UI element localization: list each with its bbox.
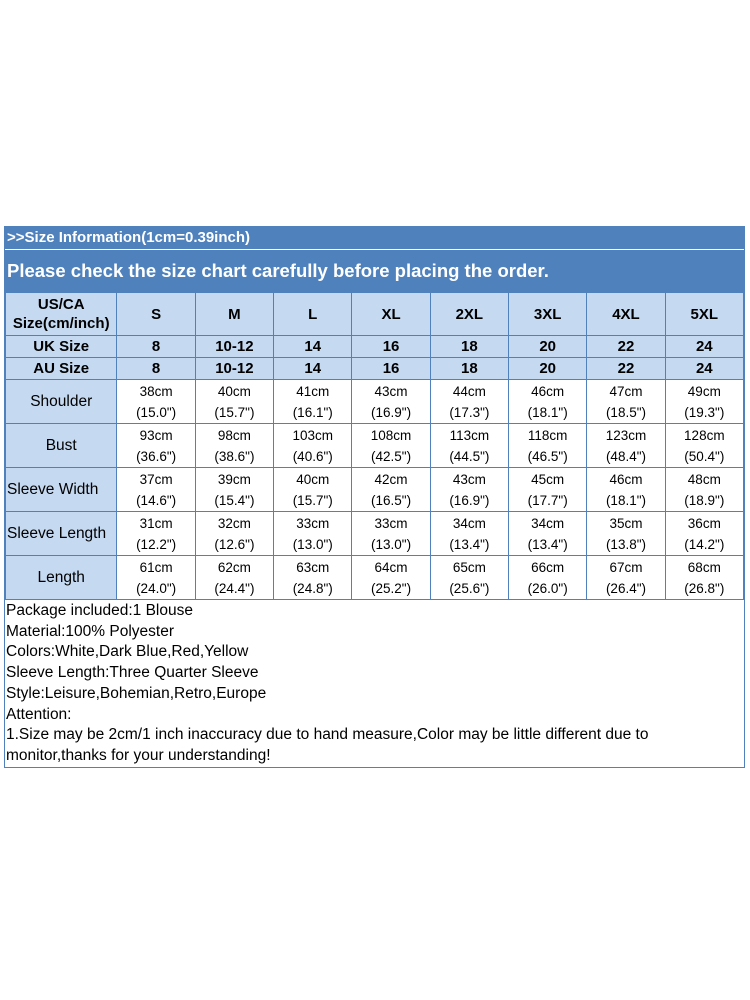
measurement-row [6,424,744,468]
au-size-cell: 14 [274,358,352,380]
inch-value: (24.4") [214,580,255,596]
measurement-label: Bust [6,424,117,468]
size-cell: M [195,293,273,336]
note-line: Style:Leisure,Bohemian,Retro,Europe [6,684,267,702]
cm-value: 47cm [609,383,643,399]
cm-value: 46cm [609,471,643,487]
uk-size-cell: 10-12 [195,336,273,358]
au-size-cell: 22 [587,358,665,380]
inch-value: (46.5") [527,448,568,464]
note-line: 1.Size may be 2cm/1 inch inaccuracy due to hand measure,Color may be little different due to monitor,thanks for your understanding! [6,726,649,764]
uk-size-cell: 16 [352,336,430,358]
measurement-row [6,556,744,600]
note-line: Colors:White,Dark Blue,Red,Yellow [6,643,249,661]
inch-value: (15.7") [214,404,255,420]
cm-value: 128cm [684,427,725,443]
size-cell: 3XL [509,293,587,336]
uk-size-cell: 22 [587,336,665,358]
measurement-cell [195,380,273,424]
cm-value: 118cm [527,427,568,443]
inch-value: (42.5") [371,448,412,464]
cm-value: 64cm [374,559,408,575]
inch-value: (14.2") [684,536,725,552]
cm-value: 66cm [531,559,565,575]
measurement-cell [509,424,587,468]
cm-value: 40cm [217,383,251,399]
measurement-label: Sleeve Width [6,468,117,512]
measurement-cell [117,424,195,468]
uk-size-cell: 24 [665,336,743,358]
inch-value: (12.2") [136,536,177,552]
cm-value: 34cm [452,515,486,531]
note-line: Package included:1 Blouse [6,602,193,619]
measurement-cell [509,556,587,600]
measurement-cell [509,468,587,512]
cm-value: 108cm [370,427,412,443]
measurement-cell [430,424,508,468]
inch-value: (50.4") [684,448,725,464]
inch-value: (16.9") [371,404,412,420]
inch-value: (12.6") [214,536,255,552]
cm-value: 49cm [687,383,721,399]
measurement-cell [509,512,587,556]
inch-value: (18.1") [605,492,646,508]
measurement-cell [587,380,665,424]
measurement-cell [117,468,195,512]
size-cell: 4XL [587,293,665,336]
au-size-cell: 8 [117,358,195,380]
measurement-cell [665,424,743,468]
size-cell: 5XL [665,293,743,336]
inch-value: (13.0") [371,536,412,552]
measurement-label: Sleeve Length [6,512,117,556]
measurement-cell [274,380,352,424]
uk-size-cell: 20 [509,336,587,358]
us-size-label [6,293,117,336]
measurement-rows [6,380,744,600]
cm-value: 35cm [609,515,643,531]
cm-value: 31cm [139,515,173,531]
cm-value: 61cm [139,559,173,575]
inch-value: (17.7") [527,492,568,508]
us-size-label-line2: Size(cm/inch) [12,315,110,332]
cm-value: 44cm [452,383,486,399]
inch-value: (13.8") [605,536,646,552]
inch-value: (26.4") [605,580,646,596]
measurement-cell [195,512,273,556]
cm-value: 43cm [452,471,486,487]
cm-value: 48cm [687,471,721,487]
measurement-cell [274,556,352,600]
measurement-cell [665,512,743,556]
cm-value: 42cm [374,471,408,487]
cm-value: 43cm [374,383,408,399]
size-info-header: >>Size Information(1cm=0.39inch) [5,227,744,250]
inch-value: (16.9") [449,492,490,508]
note-line: Attention: [6,705,72,723]
au-size-cell: 10-12 [195,358,273,380]
cm-value: 41cm [296,383,330,399]
measurement-cell [509,380,587,424]
cm-value: 65cm [452,559,486,575]
cm-value: 33cm [296,515,330,531]
cm-value: 45cm [531,471,565,487]
inch-value: (25.6") [449,580,490,596]
measurement-row [6,468,744,512]
measurement-cell [665,556,743,600]
inch-value: (25.2") [371,580,412,596]
measurement-cell [430,468,508,512]
measurement-cell [352,424,430,468]
inch-value: (15.0") [136,404,177,420]
inch-value: (16.1") [292,404,333,420]
inch-value: (26.8") [684,580,725,596]
inch-value: (13.4") [449,536,490,552]
measurement-cell [587,556,665,600]
measurement-cell [587,424,665,468]
inch-value: (14.6") [136,492,177,508]
us-size-row [6,293,744,336]
measurement-cell [587,512,665,556]
inch-value: (18.5") [605,404,646,420]
inch-value: (19.3") [684,404,725,420]
measurement-cell [117,556,195,600]
measurement-cell [665,468,743,512]
inch-value: (24.8") [292,580,333,596]
cm-value: 38cm [139,383,173,399]
cm-value: 32cm [217,515,251,531]
cm-value: 40cm [296,471,330,487]
measurement-cell [352,556,430,600]
measurement-row [6,380,744,424]
measurement-cell [665,380,743,424]
measurement-cell [587,468,665,512]
cm-value: 36cm [687,515,721,531]
cm-value: 93cm [139,427,173,443]
measurement-cell [195,468,273,512]
measurement-cell [352,468,430,512]
us-size-label-line1: US/CA [37,296,85,313]
size-check-notice: Please check the size chart carefully before placing the order. [5,250,744,292]
inch-value: (36.6") [136,448,177,464]
uk-size-cell: 14 [274,336,352,358]
measurement-cell [195,556,273,600]
measurement-label: Length [6,556,117,600]
au-size-cell: 18 [430,358,508,380]
au-size-cell: 16 [352,358,430,380]
inch-value: (15.7") [292,492,333,508]
measurement-cell [274,424,352,468]
measurement-cell [352,380,430,424]
size-cell: S [117,293,195,336]
au-size-row [6,358,744,380]
measurement-cell [195,424,273,468]
uk-size-cell: 18 [430,336,508,358]
size-cell: L [274,293,352,336]
uk-size-label: UK Size [6,336,117,358]
cm-value: 39cm [217,471,251,487]
cm-value: 37cm [139,471,173,487]
size-chart [4,226,745,768]
measurement-cell [274,468,352,512]
cm-value: 67cm [609,559,643,575]
size-cell: XL [352,293,430,336]
inch-value: (24.0") [136,580,177,596]
cm-value: 123cm [605,427,647,443]
measurement-cell [117,380,195,424]
cm-value: 46cm [531,383,565,399]
inch-value: (48.4") [605,448,646,464]
inch-value: (40.6") [292,448,333,464]
inch-value: (38.6") [214,448,255,464]
measurement-cell [430,380,508,424]
measurement-label: Shoulder [6,380,117,424]
cm-value: 68cm [687,559,721,575]
inch-value: (18.9") [684,492,725,508]
cm-value: 34cm [531,515,565,531]
inch-value: (15.4") [214,492,255,508]
inch-value: (26.0") [527,580,568,596]
note-line: Material:100% Polyester [6,622,174,640]
inch-value: (13.4") [527,536,568,552]
au-size-cell: 20 [509,358,587,380]
size-table [5,292,744,600]
cm-value: 103cm [292,427,333,443]
measurement-cell [352,512,430,556]
cm-value: 33cm [374,515,408,531]
cm-value: 113cm [449,427,490,443]
au-size-label: AU Size [6,358,117,380]
uk-size-cell: 8 [117,336,195,358]
measurement-cell [430,556,508,600]
cm-value: 98cm [217,427,251,443]
cm-value: 63cm [296,559,330,575]
measurement-cell [430,512,508,556]
note-line: Sleeve Length:Three Quarter Sleeve [6,664,259,682]
measurement-cell [117,512,195,556]
measurement-row [6,512,744,556]
inch-value: (16.5") [371,492,412,508]
inch-value: (44.5") [449,448,490,464]
cm-value: 62cm [217,559,251,575]
inch-value: (18.1") [527,404,568,420]
inch-value: (17.3") [449,404,490,420]
uk-size-row [6,336,744,358]
measurement-cell [274,512,352,556]
product-notes [5,600,744,767]
size-cell: 2XL [430,293,508,336]
au-size-cell: 24 [665,358,743,380]
inch-value: (13.0") [292,536,333,552]
